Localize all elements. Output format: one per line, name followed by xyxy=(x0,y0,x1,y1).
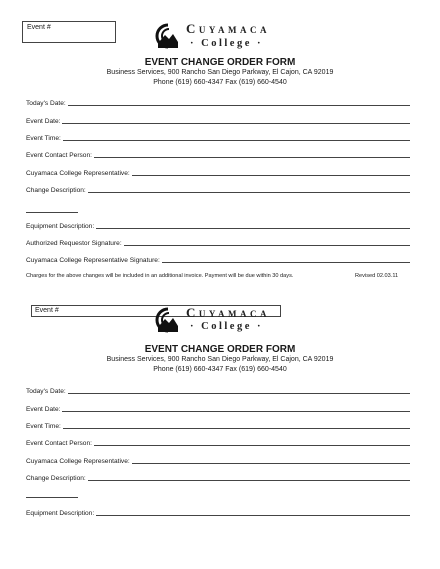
field-label: Event Date: xyxy=(26,406,61,413)
change-description-extra-line[interactable] xyxy=(26,212,78,213)
logo-college: · College · xyxy=(190,321,263,332)
field-label: Cuyamaca College Representative Signature: xyxy=(26,257,160,264)
change-description-extra-line[interactable] xyxy=(26,497,78,498)
field-label: Event Time: xyxy=(26,135,61,142)
revised-date: Revised 02.03.11 xyxy=(355,273,399,279)
phone-line: Phone (619) 660-4347 Fax (619) 660-4540 xyxy=(153,366,287,373)
change-description-field[interactable] xyxy=(26,185,410,194)
college-logo-icon xyxy=(153,22,179,50)
requestor-signature-field[interactable] xyxy=(26,238,410,247)
logo-wordmark: Cuyamaca xyxy=(186,305,271,320)
field-label: Change Description: xyxy=(26,187,86,194)
form-title: EVENT CHANGE ORDER FORM xyxy=(144,57,296,68)
event-number-label: Event # xyxy=(27,24,51,31)
field-label: Today's Date: xyxy=(26,100,66,107)
field-label: Today's Date: xyxy=(26,388,66,395)
event-number-label: Event # xyxy=(35,307,59,314)
address-line: Business Services, 900 Rancho San Diego Parkway, El Cajon, CA 92019 xyxy=(106,69,334,76)
event-contact-person-field[interactable] xyxy=(26,438,410,447)
event-number-box[interactable] xyxy=(22,21,116,43)
field-label: Cuyamaca College Representative: xyxy=(26,170,130,177)
logo-wordmark: Cuyamaca xyxy=(186,21,271,36)
change-description-field[interactable] xyxy=(26,473,410,482)
equipment-description-field[interactable] xyxy=(26,508,410,517)
representative-signature-field[interactable] xyxy=(26,255,410,264)
todays-date-field[interactable] xyxy=(26,386,410,395)
event-contact-person-field[interactable] xyxy=(26,150,410,159)
field-label: Authorized Requestor Signature: xyxy=(26,240,122,247)
event-date-field[interactable] xyxy=(26,116,410,125)
field-label: Event Time: xyxy=(26,423,61,430)
field-label: Event Contact Person: xyxy=(26,440,92,447)
college-representative-field[interactable] xyxy=(26,456,410,465)
payment-note: Charges for the above changes will be included in an additional invoice. Payment will be due within 30 days. xyxy=(26,273,294,279)
college-representative-field[interactable] xyxy=(26,168,410,177)
field-label: Equipment Description: xyxy=(26,223,95,230)
event-time-field[interactable] xyxy=(26,421,410,430)
phone-line: Phone (619) 660-4347 Fax (619) 660-4540 xyxy=(153,79,287,86)
event-time-field[interactable] xyxy=(26,133,410,142)
logo-college: · College · xyxy=(190,38,263,49)
address-line: Business Services, 900 Rancho San Diego Parkway, El Cajon, CA 92019 xyxy=(106,356,334,363)
field-label: Event Date: xyxy=(26,118,61,125)
form-title: EVENT CHANGE ORDER FORM xyxy=(144,344,296,355)
equipment-description-field[interactable] xyxy=(26,221,410,230)
field-label: Equipment Description: xyxy=(26,510,95,517)
college-logo-icon xyxy=(153,306,179,334)
event-date-field[interactable] xyxy=(26,404,410,413)
field-label: Event Contact Person: xyxy=(26,152,92,159)
field-label: Change Description: xyxy=(26,475,86,482)
field-label: Cuyamaca College Representative: xyxy=(26,458,130,465)
todays-date-field[interactable] xyxy=(26,98,410,107)
